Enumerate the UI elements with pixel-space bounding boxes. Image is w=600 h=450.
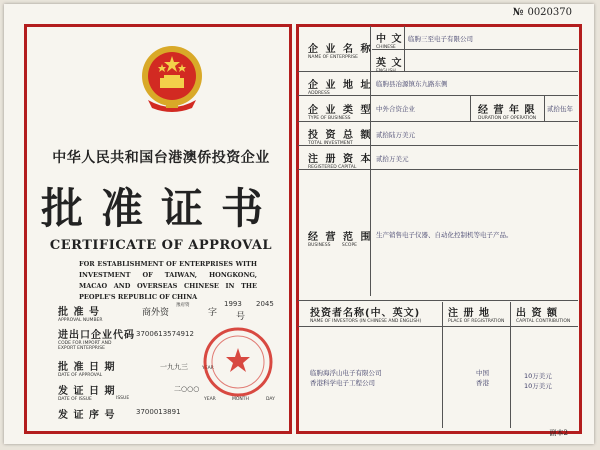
approval-year: 1993	[224, 300, 242, 308]
certificate-cn-title: 中华人民共和国台港澳侨投资企业	[52, 150, 270, 166]
serial-number	[513, 7, 572, 18]
approval-num: 2045	[256, 300, 274, 308]
registered-capital-label: 注 册 资 本 REGISTERED CAPITAL	[308, 154, 373, 170]
approval-number-label: 批 准 号 APPROVAL NUMBER	[58, 307, 103, 323]
registered-capital-value: 贰拾万美元	[376, 155, 409, 163]
certificate-sheet	[4, 4, 594, 444]
total-investment-label: 投 资 总 额 TOTAL INVESTMENT	[308, 130, 373, 146]
lang-chinese-label: 中 文 CHINESE	[376, 34, 403, 50]
capital-contribution-header: 出 资 额 CAPITAL CONTRIBUTION	[516, 308, 571, 324]
issue-label: ISSUE	[116, 396, 130, 401]
business-scope-value: 生产销售电子仪器、自动化控制机等电子产品。	[376, 231, 513, 239]
certificate-en-heading: CERTIFICATE OF APPROVAL	[49, 238, 273, 253]
divider	[298, 121, 578, 122]
serial-prefix: №	[512, 7, 524, 18]
address-label: 企 业 地 址 ADDRESS	[308, 80, 373, 96]
business-scope-label: 经 营 范 围 BUSINESS SCOPE	[308, 232, 373, 248]
divider	[442, 302, 443, 428]
investor-place: 中国	[476, 369, 489, 377]
certificate-en-description: FOR ESTABLISHMENT OF ENTERPRISES WITH INVESTMENT OF TAIWAN, HONGKONG, MACAO AND OVERSEAS CHINESE IN THE PEOPLE'S REPUBLIC OF CHINA	[79, 260, 257, 301]
issue-date-label: 发 证 日 期 DATE OF ISSUE	[58, 386, 116, 402]
serial-value: 0020370	[527, 7, 572, 18]
divider	[544, 96, 545, 122]
investor-name: 临朐海浮山电子有限公司	[310, 369, 382, 377]
divider	[510, 302, 511, 428]
approval-date-label: 批 准 日 期 DATE OF APPROVAL	[58, 362, 116, 378]
investor-name-header: 投资者名称(中、英文) NAME OF INVESTORS (IN CHINESE AND ENGLISH)	[310, 308, 422, 324]
lang-english-label: 英 文 ENGLISH	[376, 58, 403, 74]
month-label: MONTH	[232, 397, 249, 402]
enterprise-name-value: 临朐三至电子有限公司	[408, 35, 473, 43]
approval-prefix: 商外资	[142, 308, 170, 318]
year-label: YEAR	[202, 366, 214, 371]
investor-place: 香港	[476, 379, 489, 387]
enterprise-name-label: 企 业 名 称 NAME OF ENTERPRISE	[308, 44, 373, 60]
divider	[298, 71, 578, 72]
code-value: 3700613574912	[136, 330, 194, 338]
certificate-cn-heading: 批准证书	[40, 184, 281, 233]
investor-amount: 10万美元	[524, 382, 552, 390]
official-seal-icon	[202, 326, 274, 398]
investor-amount: 10万美元	[524, 372, 552, 380]
business-type-label: 企 业 类 型 TYPE OF BUSINESS	[308, 105, 373, 121]
address-value: 临朐县冶源镇东九路东侧	[376, 80, 448, 88]
divider	[298, 326, 578, 327]
approval-suffix: 号	[236, 312, 246, 322]
serial-label: 发 证 序 号	[58, 410, 116, 421]
day-label: DAY	[266, 397, 275, 402]
registration-place-header: 注 册 地 PLACE OF REGISTRATION	[448, 308, 505, 324]
code-label: 进出口企业代码 CODE FOR IMPORT AND EXPORT ENTERPRISE	[58, 330, 135, 351]
issue-date-value: 二○○○	[174, 385, 200, 393]
page-note: 副本2	[549, 429, 568, 437]
national-emblem-icon	[136, 42, 208, 114]
divider	[404, 26, 405, 72]
divider	[298, 300, 578, 301]
term-value: 贰拾伍年	[547, 105, 573, 113]
investor-name: 香港科学电子工程公司	[310, 379, 375, 387]
divider	[470, 96, 471, 122]
approval-date-value: 一九九三	[160, 363, 188, 371]
approval-location: 豫府资	[176, 303, 190, 308]
term-label: 经 营 年 限 DURATION OF OPERATION	[478, 105, 537, 121]
divider	[372, 49, 578, 50]
business-type-value: 中外合资企业	[376, 105, 415, 113]
serial-value-left: 3700013891	[136, 408, 181, 416]
year-label-2: YEAR	[204, 397, 216, 402]
approval-char: 字	[208, 308, 218, 318]
total-investment-value: 贰拾陆万美元	[376, 131, 415, 139]
